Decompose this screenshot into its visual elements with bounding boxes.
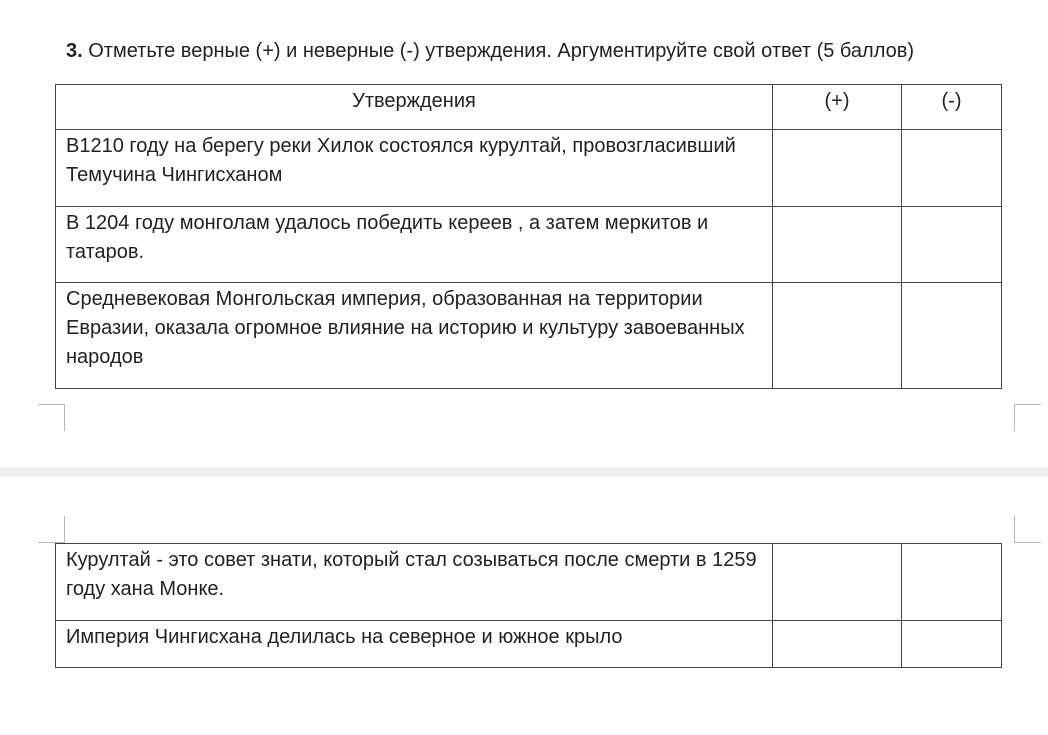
statement-cell: В 1204 году монголам удалось победить кереев , а затем меркитов и татаров.	[56, 207, 773, 283]
false-answer-cell[interactable]	[902, 207, 1002, 283]
true-answer-cell[interactable]	[773, 283, 902, 389]
table-row	[56, 130, 1002, 207]
table-row	[56, 621, 1002, 668]
true-answer-cell[interactable]	[773, 130, 902, 207]
statement-cell: В1210 году на берегу реки Хилок состоялся курултай, провозгласивший Темучина Чингисханом	[56, 130, 773, 207]
task-title	[66, 37, 914, 65]
page-corner-mark	[38, 516, 65, 543]
statements-table-continued	[55, 543, 1002, 668]
header-true: (+)	[773, 85, 902, 130]
table-row	[56, 207, 1002, 283]
false-answer-cell[interactable]	[902, 544, 1002, 621]
false-answer-cell[interactable]	[902, 283, 1002, 389]
statement-cell: Империя Чингисхана делилась на северное и южное крыло	[56, 621, 773, 668]
header-statements: Утверждения	[56, 85, 773, 130]
true-answer-cell[interactable]	[773, 621, 902, 668]
statements-table	[55, 84, 1002, 389]
table-header-row	[56, 85, 1002, 130]
table-row	[56, 544, 1002, 621]
task-text: Отметьте верные (+) и неверные (-) утверждения. Аргументируйте свой ответ (5 баллов)	[82, 40, 914, 62]
task-number: 3.	[66, 40, 83, 62]
page-break	[0, 467, 1048, 477]
page-corner-mark	[1014, 404, 1041, 431]
false-answer-cell[interactable]	[902, 130, 1002, 207]
true-answer-cell[interactable]	[773, 544, 902, 621]
statement-cell: Курултай - это совет знати, который стал созываться после смерти в 1259 году хана Монке.	[56, 544, 773, 621]
statement-cell: Средневековая Монгольская империя, образованная на территории Евразии, оказала огромное влияние на историю и культуру завоеванных народов	[56, 283, 773, 389]
true-answer-cell[interactable]	[773, 207, 902, 283]
header-false: (-)	[902, 85, 1002, 130]
page-corner-mark	[1014, 516, 1041, 543]
false-answer-cell[interactable]	[902, 621, 1002, 668]
table-row	[56, 283, 1002, 389]
page-corner-mark	[38, 404, 65, 431]
